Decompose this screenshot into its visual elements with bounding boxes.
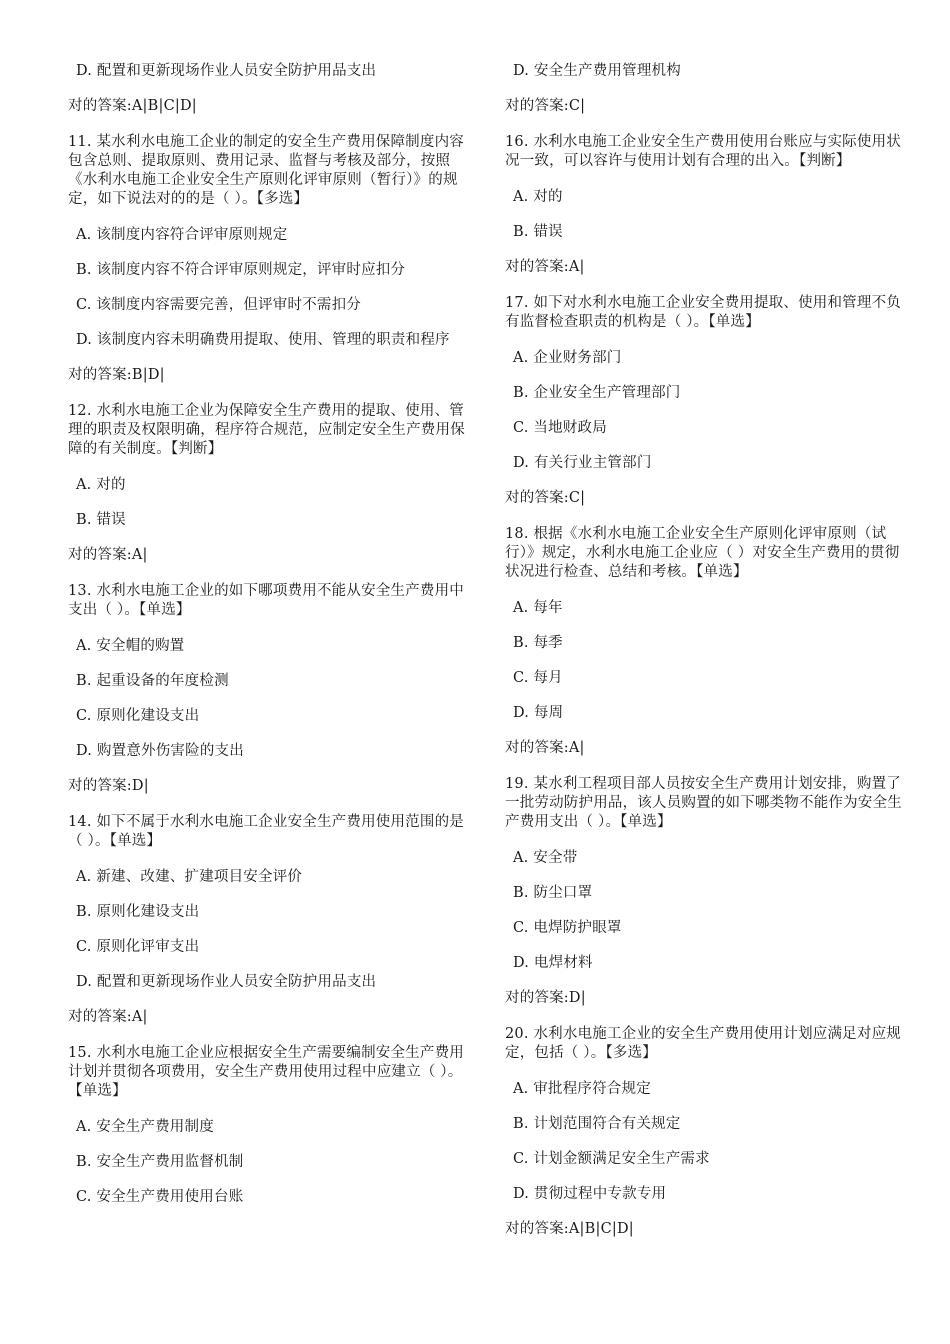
option-line: B. 企业安全生产管理部门 <box>513 385 681 401</box>
option-line: B. 错误 <box>513 224 563 240</box>
option-line: C. 原则化建设支出 <box>76 708 200 724</box>
question-stem: 13. 水利水电施工企业的如下哪项费用不能从安全生产费用中支出（ ）。【单选】 <box>68 583 464 618</box>
option-line: D. 配置和更新现场作业人员安全防护用品支出 <box>76 974 377 990</box>
option-line: A. 安全帽的购置 <box>76 638 185 654</box>
question-stem: 17. 如下对水利水电施工企业安全费用提取、使用和管理不负有监督检查职责的机构是（ ）。【单选】 <box>505 295 901 330</box>
answer-line: 对的答案:A| <box>505 259 585 275</box>
option-line: A. 对的 <box>76 477 126 493</box>
question-block <box>505 775 905 1008</box>
question-block <box>68 1044 468 1207</box>
answer-line: 对的答案:D| <box>68 778 149 794</box>
option-line: A. 新建、改建、扩建项目安全评价 <box>76 869 303 885</box>
answer-line: 对的答案:C| <box>505 490 586 506</box>
option-line: A. 该制度内容符合评审原则规定 <box>76 227 288 243</box>
answer-line: 对的答案:A| <box>505 740 585 756</box>
answer-line: 对的答案:A|B|C|D| <box>505 1221 634 1237</box>
question-stem: 18. 根据《水利水电施工企业安全生产原则化评审原则（试行）》规定，水利水电施工企业应（ ）对安全生产费用的贯彻状况进行检查、总结和考核。【单选】 <box>505 526 900 580</box>
option-line: B. 防尘口罩 <box>513 885 593 901</box>
option-line: C. 当地财政局 <box>513 420 607 436</box>
question-stem: 14. 如下不属于水利水电施工企业安全生产费用使用范围的是（ ）。【单选】 <box>68 814 464 849</box>
option-line: A. 安全生产费用制度 <box>76 1119 214 1135</box>
answer-line: 对的答案:D| <box>505 990 586 1006</box>
option-line: A. 每年 <box>513 600 563 616</box>
question-block <box>505 294 905 508</box>
option-line: D. 配置和更新现场作业人员安全防护用品支出 <box>76 63 377 79</box>
option-line: B. 起重设备的年度检测 <box>76 673 229 689</box>
option-line: C. 计划金额满足安全生产需求 <box>513 1151 710 1167</box>
option-line: D. 安全生产费用管理机构 <box>513 63 681 79</box>
question-block <box>68 582 468 796</box>
question-block <box>68 402 468 565</box>
answer-line: 对的答案:A| <box>68 1009 148 1025</box>
option-line: A. 企业财务部门 <box>513 350 622 366</box>
option-line: A. 安全带 <box>513 850 578 866</box>
question-block <box>505 525 905 758</box>
option-line: C. 电焊防护眼罩 <box>513 920 622 936</box>
question-stem: 16. 水利水电施工企业安全生产费用使用台账应与实际使用状况一致，可以容许与使用计划有合理的出入。【判断】 <box>505 134 901 169</box>
option-line: D. 购置意外伤害险的支出 <box>76 743 244 759</box>
question-block <box>505 133 905 277</box>
answer-line: 对的答案:A| <box>68 547 148 563</box>
option-line: C. 安全生产费用使用台账 <box>76 1189 244 1205</box>
question-block <box>68 133 468 385</box>
option-line: B. 错误 <box>76 512 126 528</box>
option-line: B. 安全生产费用监督机制 <box>76 1154 244 1170</box>
option-line: A. 审批程序符合规定 <box>513 1081 651 1097</box>
option-line: B. 计划范围符合有关规定 <box>513 1116 681 1132</box>
right-column <box>505 62 905 1256</box>
option-line: C. 每月 <box>513 670 563 686</box>
option-line: C. 该制度内容需要完善，但评审时不需扣分 <box>76 297 361 313</box>
question-block <box>68 813 468 1027</box>
option-line: B. 每季 <box>513 635 563 651</box>
option-line: D. 该制度内容未明确费用提取、使用、管理的职责和程序 <box>76 332 450 348</box>
option-line: D. 每周 <box>513 705 564 721</box>
question-stem: 15. 水利水电施工企业应根据安全生产需要编制安全生产费用计划并贯彻各项费用，安全生产费用使用过程中应建立（ ）。【单选】 <box>68 1045 464 1099</box>
option-line: A. 对的 <box>513 189 563 205</box>
question-stem: 20. 水利水电施工企业的安全生产费用使用计划应满足对应规定，包括（ ）。【多选】 <box>505 1026 901 1061</box>
question-stem: 19. 某水利工程项目部人员按安全生产费用计划安排，购置了一批劳动防护用品，该人员购置的如下哪类物不能作为安全生产费用支出（ ）。【单选】 <box>505 776 902 830</box>
question-stem: 12. 水利水电施工企业为保障安全生产费用的提取、使用、管理的职责及权限明确，程序符合规范，应制定安全生产费用保障的有关制度。【判断】 <box>68 403 465 457</box>
option-line: C. 原则化评审支出 <box>76 939 200 955</box>
question-stem: 11. 某水利水电施工企业的制定的安全生产费用保障制度内容包含总则、提取原则、费用记录、监督与考核及部分，按照《水利水电施工企业安全生产原则化评审原则（暂行）》的规定，如下说法对的的是（ ）。【多选】 <box>68 134 464 207</box>
option-line: D. 贯彻过程中专款专用 <box>513 1186 667 1202</box>
answer-line: 对的答案:B|D| <box>68 367 165 383</box>
question-block <box>505 1025 905 1239</box>
answer-line: 对的答案:A|B|C|D| <box>68 98 197 114</box>
option-line: B. 原则化建设支出 <box>76 904 200 920</box>
option-line: B. 该制度内容不符合评审原则规定，评审时应扣分 <box>76 262 406 278</box>
option-line: D. 有关行业主管部门 <box>513 455 652 471</box>
left-column <box>68 62 468 1223</box>
answer-line: 对的答案:C| <box>505 98 586 114</box>
option-line: D. 电焊材料 <box>513 955 593 971</box>
